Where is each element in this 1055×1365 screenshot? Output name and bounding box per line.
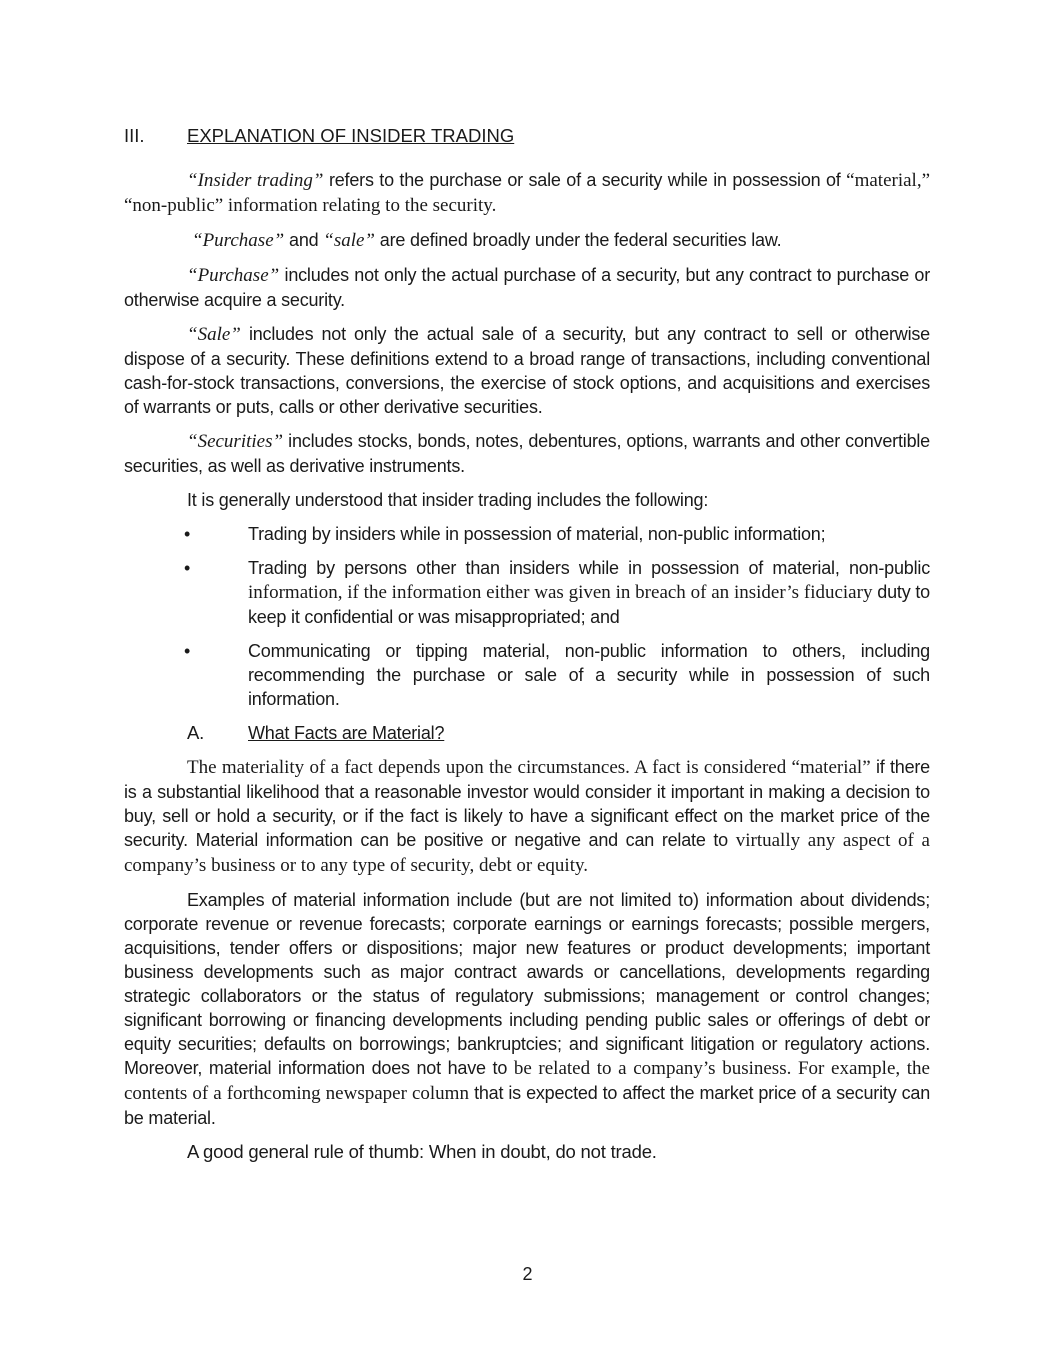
paragraph-intro-list: It is generally understood that insider trading includes the following: [187,490,709,510]
paragraph-securities-definition [124,429,930,478]
paragraph-purchase-sale [124,228,930,253]
list-item [124,556,930,629]
term-purchase: “Purchase” [187,265,280,286]
paragraph-text: includes stocks, bonds, notes, debentures, options, warrants and other convertible securities, as well as derivative instruments. [124,431,930,476]
section-number: III. [124,125,145,146]
page-number: 2 [522,1264,533,1284]
list-item-text: Communicating or tipping material, non-public information to others, including recommending the purchase or sale of a security while in possession of such information. [248,641,930,709]
paragraph-materiality [124,755,930,878]
paragraph-text: and [284,230,324,250]
section-heading [124,124,514,148]
subsection-title: What Facts are Material? [248,723,445,743]
bullet-icon: • [184,641,191,661]
list-item [124,522,930,546]
list-item-text: information, if the information either was given in breach of an insider’s fiduciary [248,582,873,603]
paragraph-insider-trading [124,168,930,218]
term-purchase: “Purchase” [192,230,285,251]
list-item-text: duty to keep it confidential or was misappropriated; and [248,582,930,627]
paragraph-purchase-definition [124,263,930,312]
paragraph-text: The materiality of a fact depends upon the circumstances. A fact is considered “material” [187,757,871,778]
paragraph-text: if there is a substantial likelihood that a reasonable investor would consider it important in making a decision to buy, sell or hold a security, or if the fact is likely to have a significant effect on the market price of the security. Material information can be positive or negative and can relate to [124,757,930,850]
paragraph-text: “material,” “non-public” information relating to the security. [124,170,930,216]
paragraph-text: be related to a company’s business. For example, the contents of a forthcoming newspaper column [124,1058,930,1104]
paragraph-rule-of-thumb: A good general rule of thumb: When in doubt, do not trade. [187,1141,657,1162]
paragraph-text: Examples of material information include (but are not limited to) information about dividends; corporate revenue or revenue forecasts; corporate earnings or earnings forecasts; possible mergers, acquisitions, tender offers or dispositions; major new features or product developments; important business developments such as major contract awards or cancellations, developments regarding strategic collaborators or the status of regulatory submissions; management or control changes; significant borrowing or financing developments including pending public sales or offerings of debt or equity securities; defaults on borrowings; bankruptcies; and significant litigation or regulatory actions. Moreover, material information does not have to [124,890,930,1078]
paragraph-text: refers to the purchase or sale of a security while in possession of [323,170,847,190]
paragraph-examples [124,888,930,1130]
insider-trading-list [124,522,930,711]
paragraph-text: are defined broadly under the federal securities law. [375,230,782,250]
subsection-heading [124,721,930,745]
section-title: EXPLANATION OF INSIDER TRADING [187,125,515,146]
paragraph-sale-definition [124,322,930,419]
document-body [124,168,930,1174]
list-item-text: Trading by persons other than insiders while in possession of material, non-public [248,558,930,578]
list-item-text: Trading by insiders while in possession of material, non-public information; [248,524,826,544]
paragraph-text: includes not only the actual purchase of a security, but any contract to purchase or otherwise acquire a security. [124,265,930,310]
term-sale: “sale” [323,230,375,251]
paragraph-text: includes not only the actual sale of a security, but any contract to sell or otherwise dispose of a security. These definitions extend to a broad range of transactions, including conventional cash-for-stock transactions, conversions, the exercise of stock options, and acquisitions and exercises of warrants or puts, calls or other derivative securities. [124,324,930,417]
paragraph-text: that is expected to affect the market price of a security can be material. [124,1083,931,1128]
term-sale: “Sale” [187,324,241,345]
paragraph-text: virtually any aspect of a company’s business or to any type of security, debt or equity. [124,830,930,876]
bullet-icon: • [184,524,191,544]
list-item [124,639,930,711]
term-insider-trading: “Insider trading” [187,170,324,191]
subsection-letter: A. [187,722,205,743]
term-securities: “Securities” [187,431,284,452]
bullet-icon: • [184,558,191,578]
